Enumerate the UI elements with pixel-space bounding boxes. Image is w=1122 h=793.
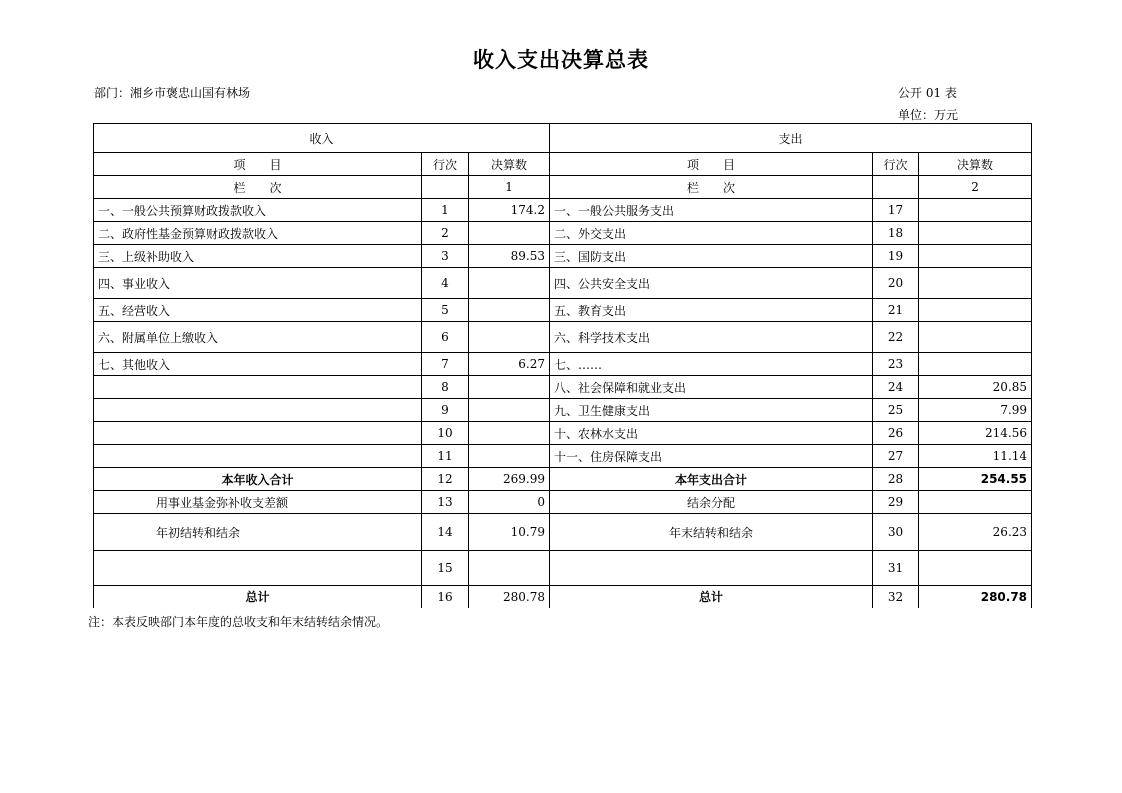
income-item: 七、其他收入 xyxy=(94,353,422,376)
expense-item xyxy=(550,551,873,586)
income-amount xyxy=(469,445,550,468)
table-row xyxy=(94,199,1032,222)
income-row-no: 12 xyxy=(422,468,469,491)
income-item: 二、政府性基金预算财政拨款收入 xyxy=(94,222,422,245)
table-row xyxy=(94,399,1032,422)
expense-row-no-header: 行次 xyxy=(873,153,919,176)
table-row xyxy=(94,376,1032,399)
expense-row-no: 31 xyxy=(873,551,919,586)
income-amount xyxy=(469,422,550,445)
table-row xyxy=(94,491,1032,514)
income-row-no: 7 xyxy=(422,353,469,376)
expense-item: 结余分配 xyxy=(550,491,873,514)
footnote: 注：本表反映部门本年度的总收支和年末结转结余情况。 xyxy=(88,615,389,629)
expense-item: 九、卫生健康支出 xyxy=(550,399,873,422)
unit-label: 单位：万元 xyxy=(898,108,959,122)
income-row-no: 10 xyxy=(422,422,469,445)
expense-row-no: 28 xyxy=(873,468,919,491)
expense-row-no: 30 xyxy=(873,514,919,551)
income-row-no: 2 xyxy=(422,222,469,245)
income-amount xyxy=(469,222,550,245)
income-item xyxy=(94,445,422,468)
expense-amount xyxy=(919,491,1032,514)
expense-row-no: 18 xyxy=(873,222,919,245)
expense-amount: 11.14 xyxy=(919,445,1032,468)
expense-total-amount: 280.78 xyxy=(919,586,1032,608)
income-amount xyxy=(469,299,550,322)
expense-amount xyxy=(919,199,1032,222)
income-item xyxy=(94,399,422,422)
income-item: 用事业基金弥补收支差额 xyxy=(94,491,422,514)
income-amount xyxy=(469,268,550,299)
expense-amount xyxy=(919,551,1032,586)
income-row-no: 13 xyxy=(422,491,469,514)
expense-item: 十一、住房保障支出 xyxy=(550,445,873,468)
expense-column-label: 栏 次 xyxy=(550,176,873,199)
expense-item: 三、国防支出 xyxy=(550,245,873,268)
income-amount xyxy=(469,399,550,422)
table-id-label: 公开 01 表 xyxy=(898,86,957,100)
header-row-sections xyxy=(94,124,1032,153)
income-column-blank xyxy=(422,176,469,199)
table-row xyxy=(94,299,1032,322)
expense-row-no: 19 xyxy=(873,245,919,268)
income-subtotal-label: 本年收入合计 xyxy=(94,468,422,491)
expense-total-label: 总计 xyxy=(550,586,873,608)
income-row-no: 6 xyxy=(422,322,469,353)
expense-row-no: 32 xyxy=(873,586,919,608)
income-row-no: 3 xyxy=(422,245,469,268)
expense-amount xyxy=(919,299,1032,322)
table-row xyxy=(94,445,1032,468)
income-item: 一、一般公共预算财政拨款收入 xyxy=(94,199,422,222)
income-row-no: 16 xyxy=(422,586,469,608)
expense-amount: 20.85 xyxy=(919,376,1032,399)
expense-row-no: 20 xyxy=(873,268,919,299)
expense-item-header: 项 目 xyxy=(550,153,873,176)
income-amount: 6.27 xyxy=(469,353,550,376)
header-row-column-numbers xyxy=(94,176,1032,199)
expense-amount xyxy=(919,245,1032,268)
table-row xyxy=(94,353,1032,376)
income-row-no-header: 行次 xyxy=(422,153,469,176)
income-row-no: 1 xyxy=(422,199,469,222)
expense-amount xyxy=(919,322,1032,353)
income-column-label: 栏 次 xyxy=(94,176,422,199)
expense-amount xyxy=(919,222,1032,245)
income-row-no: 15 xyxy=(422,551,469,586)
expense-row-no: 26 xyxy=(873,422,919,445)
expense-item: 六、科学技术支出 xyxy=(550,322,873,353)
income-row-no: 4 xyxy=(422,268,469,299)
expense-amount-header: 决算数 xyxy=(919,153,1032,176)
income-item xyxy=(94,551,422,586)
income-amount: 0 xyxy=(469,491,550,514)
income-row-no: 8 xyxy=(422,376,469,399)
expense-item: 八、社会保障和就业支出 xyxy=(550,376,873,399)
expense-amount: 214.56 xyxy=(919,422,1032,445)
expense-row-no: 24 xyxy=(873,376,919,399)
expense-item: 七、…… xyxy=(550,353,873,376)
income-amount xyxy=(469,376,550,399)
table-row xyxy=(94,222,1032,245)
expense-row-no: 27 xyxy=(873,445,919,468)
income-item: 五、经营收入 xyxy=(94,299,422,322)
expense-row-no: 23 xyxy=(873,353,919,376)
income-total-label: 总计 xyxy=(94,586,422,608)
expense-row-no: 29 xyxy=(873,491,919,514)
income-row-no: 11 xyxy=(422,445,469,468)
income-amount: 89.53 xyxy=(469,245,550,268)
income-amount xyxy=(469,322,550,353)
expense-amount xyxy=(919,268,1032,299)
income-item: 年初结转和结余 xyxy=(94,514,422,551)
income-column-number: 1 xyxy=(469,176,550,199)
expense-subtotal-amount: 254.55 xyxy=(919,468,1032,491)
expense-row-no: 21 xyxy=(873,299,919,322)
income-amount: 174.2 xyxy=(469,199,550,222)
table-row xyxy=(94,245,1032,268)
expense-item: 一、一般公共服务支出 xyxy=(550,199,873,222)
expense-item: 十、农林水支出 xyxy=(550,422,873,445)
income-item xyxy=(94,422,422,445)
department-label: 部门：湘乡市褒忠山国有林场 xyxy=(94,86,251,100)
income-item: 四、事业收入 xyxy=(94,268,422,299)
expense-item: 五、教育支出 xyxy=(550,299,873,322)
income-total-amount: 280.78 xyxy=(469,586,550,608)
page-title: 收入支出决算总表 xyxy=(473,48,649,72)
table-row xyxy=(94,422,1032,445)
expense-column-number: 2 xyxy=(919,176,1032,199)
expense-amount xyxy=(919,353,1032,376)
expense-row-no: 22 xyxy=(873,322,919,353)
income-amount xyxy=(469,551,550,586)
expense-row-no: 17 xyxy=(873,199,919,222)
total-row xyxy=(94,586,1032,608)
income-amount-header: 决算数 xyxy=(469,153,550,176)
table-row xyxy=(94,514,1032,551)
subtotal-row xyxy=(94,468,1032,491)
table-row xyxy=(94,322,1032,353)
expense-item: 年末结转和结余 xyxy=(550,514,873,551)
expense-subtotal-label: 本年支出合计 xyxy=(550,468,873,491)
income-item: 六、附属单位上缴收入 xyxy=(94,322,422,353)
income-section-header: 收入 xyxy=(94,124,550,153)
expense-item: 四、公共安全支出 xyxy=(550,268,873,299)
table-row xyxy=(94,268,1032,299)
budget-summary-table xyxy=(93,123,1032,608)
header-row-columns xyxy=(94,153,1032,176)
income-item-header: 项 目 xyxy=(94,153,422,176)
income-amount: 10.79 xyxy=(469,514,550,551)
expense-section-header: 支出 xyxy=(550,124,1032,153)
income-row-no: 9 xyxy=(422,399,469,422)
income-item xyxy=(94,376,422,399)
expense-row-no: 25 xyxy=(873,399,919,422)
expense-amount: 7.99 xyxy=(919,399,1032,422)
expense-item: 二、外交支出 xyxy=(550,222,873,245)
income-row-no: 14 xyxy=(422,514,469,551)
income-row-no: 5 xyxy=(422,299,469,322)
table-row xyxy=(94,551,1032,586)
income-subtotal-amount: 269.99 xyxy=(469,468,550,491)
expense-amount: 26.23 xyxy=(919,514,1032,551)
income-item: 三、上级补助收入 xyxy=(94,245,422,268)
expense-column-blank xyxy=(873,176,919,199)
